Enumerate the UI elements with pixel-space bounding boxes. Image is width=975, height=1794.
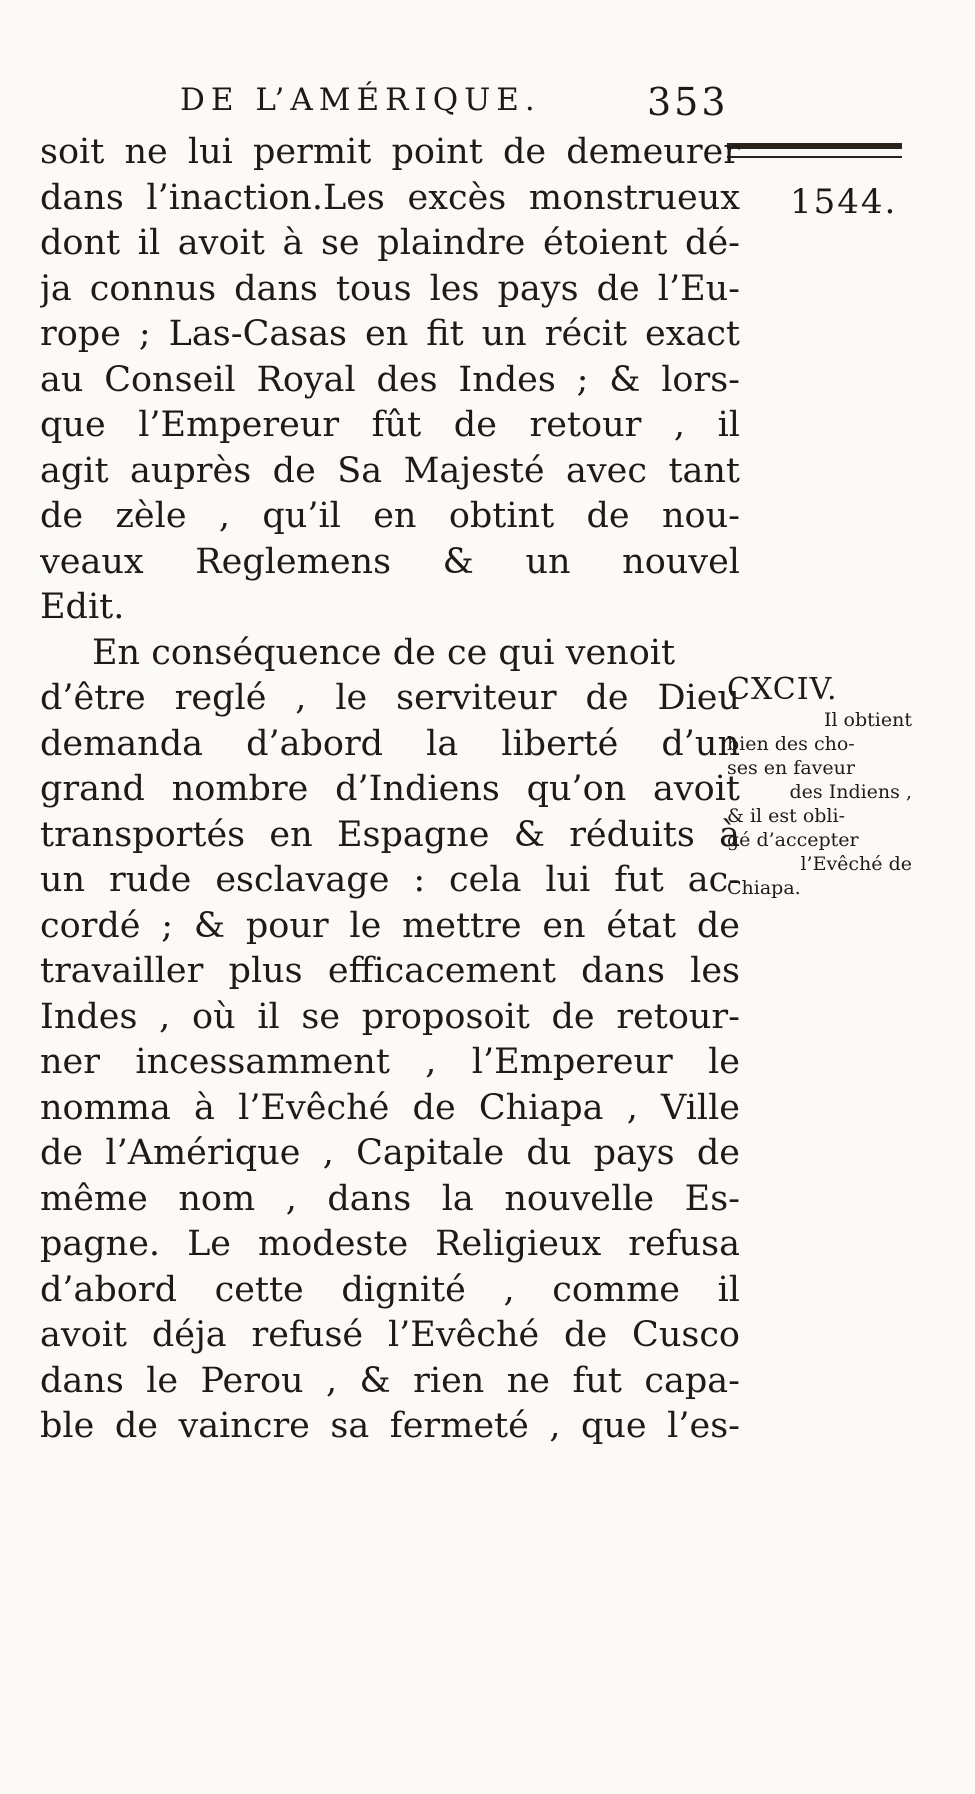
text-line: dans l’inaction.Les excès monstrueux xyxy=(40,177,740,218)
margin-rule-thick xyxy=(727,143,902,149)
text-line: dans le Perou , & rien ne fut capa- xyxy=(40,1360,740,1401)
text-line: dont il avoit à se plaindre étoient dé- xyxy=(40,223,740,263)
text-line: ner incessamment , l’Empereur le xyxy=(40,1042,740,1082)
text-line: ble de vaincre sa fermeté , que l’es- xyxy=(40,1406,740,1446)
sidenote-line: gé d’accepter xyxy=(727,829,859,851)
text-line: d’abord cette dignité , comme il xyxy=(40,1269,740,1310)
sidenote-line: & il est obli- xyxy=(727,805,845,827)
text-line: au Conseil Royal des Indes ; & lors- xyxy=(40,359,740,400)
text-line: soit ne lui permit point de demeurer xyxy=(40,132,740,172)
text-line: que l’Empereur fût de retour , il xyxy=(40,405,740,445)
text-line: Edit. xyxy=(40,587,125,627)
text-line: rope ; Las-Casas en fit un récit exact xyxy=(40,314,740,354)
text-line: demanda d’abord la liberté d’un xyxy=(40,723,740,764)
text-line: transportés en Espagne & réduits à xyxy=(40,814,740,855)
body-text xyxy=(40,130,740,1450)
text-line: veaux Reglemens & un nouvel xyxy=(40,541,740,582)
sidenote-line: bien des cho- xyxy=(727,733,855,755)
text-line: même nom , dans la nouvelle Es- xyxy=(40,1178,740,1219)
section-number: CXCIV. xyxy=(727,672,838,707)
text-line: d’être reglé , le serviteur de Dieu xyxy=(40,678,740,718)
text-line: de l’Amérique , Capitale du pays de xyxy=(40,1133,740,1173)
text-line: cordé ; & pour le mettre en état de xyxy=(40,905,740,946)
text-line: En conséquence de ce qui venoit xyxy=(92,632,676,673)
text-line: travailler plus efficacement dans les xyxy=(40,951,740,991)
sidenote-line: des Indiens , xyxy=(789,781,912,803)
text-line: Indes , où il se proposoit de retour- xyxy=(40,996,740,1037)
sidenote-line: l’Evêché de xyxy=(800,853,912,875)
running-title: DE L’AMÉRIQUE. xyxy=(180,82,541,118)
text-line: agit auprès de Sa Majesté avec tant xyxy=(40,450,740,491)
text-line: avoit déja refusé l’Evêché de Cusco xyxy=(40,1315,740,1355)
text-line: nomma à l’Evêché de Chiapa , Ville xyxy=(40,1087,740,1128)
margin-sidenote xyxy=(727,708,912,900)
text-line: un rude esclavage : cela lui fut ac- xyxy=(40,860,740,900)
text-line: de zèle , qu’il en obtint de nou- xyxy=(40,496,740,536)
margin-year: 1544. xyxy=(790,182,898,222)
sidenote-line: ses en faveur xyxy=(727,757,855,779)
text-line: pagne. Le modeste Religieux refusa xyxy=(40,1224,740,1264)
text-line: grand nombre d’Indiens qu’on avoit xyxy=(40,769,740,809)
sidenote-line: Il obtient xyxy=(823,709,912,731)
page-number: 353 xyxy=(647,80,729,124)
margin-rule-thin xyxy=(727,156,902,158)
sidenote-line: Chiapa. xyxy=(727,877,801,899)
text-line: ja connus dans tous les pays de l’Eu- xyxy=(40,268,740,309)
